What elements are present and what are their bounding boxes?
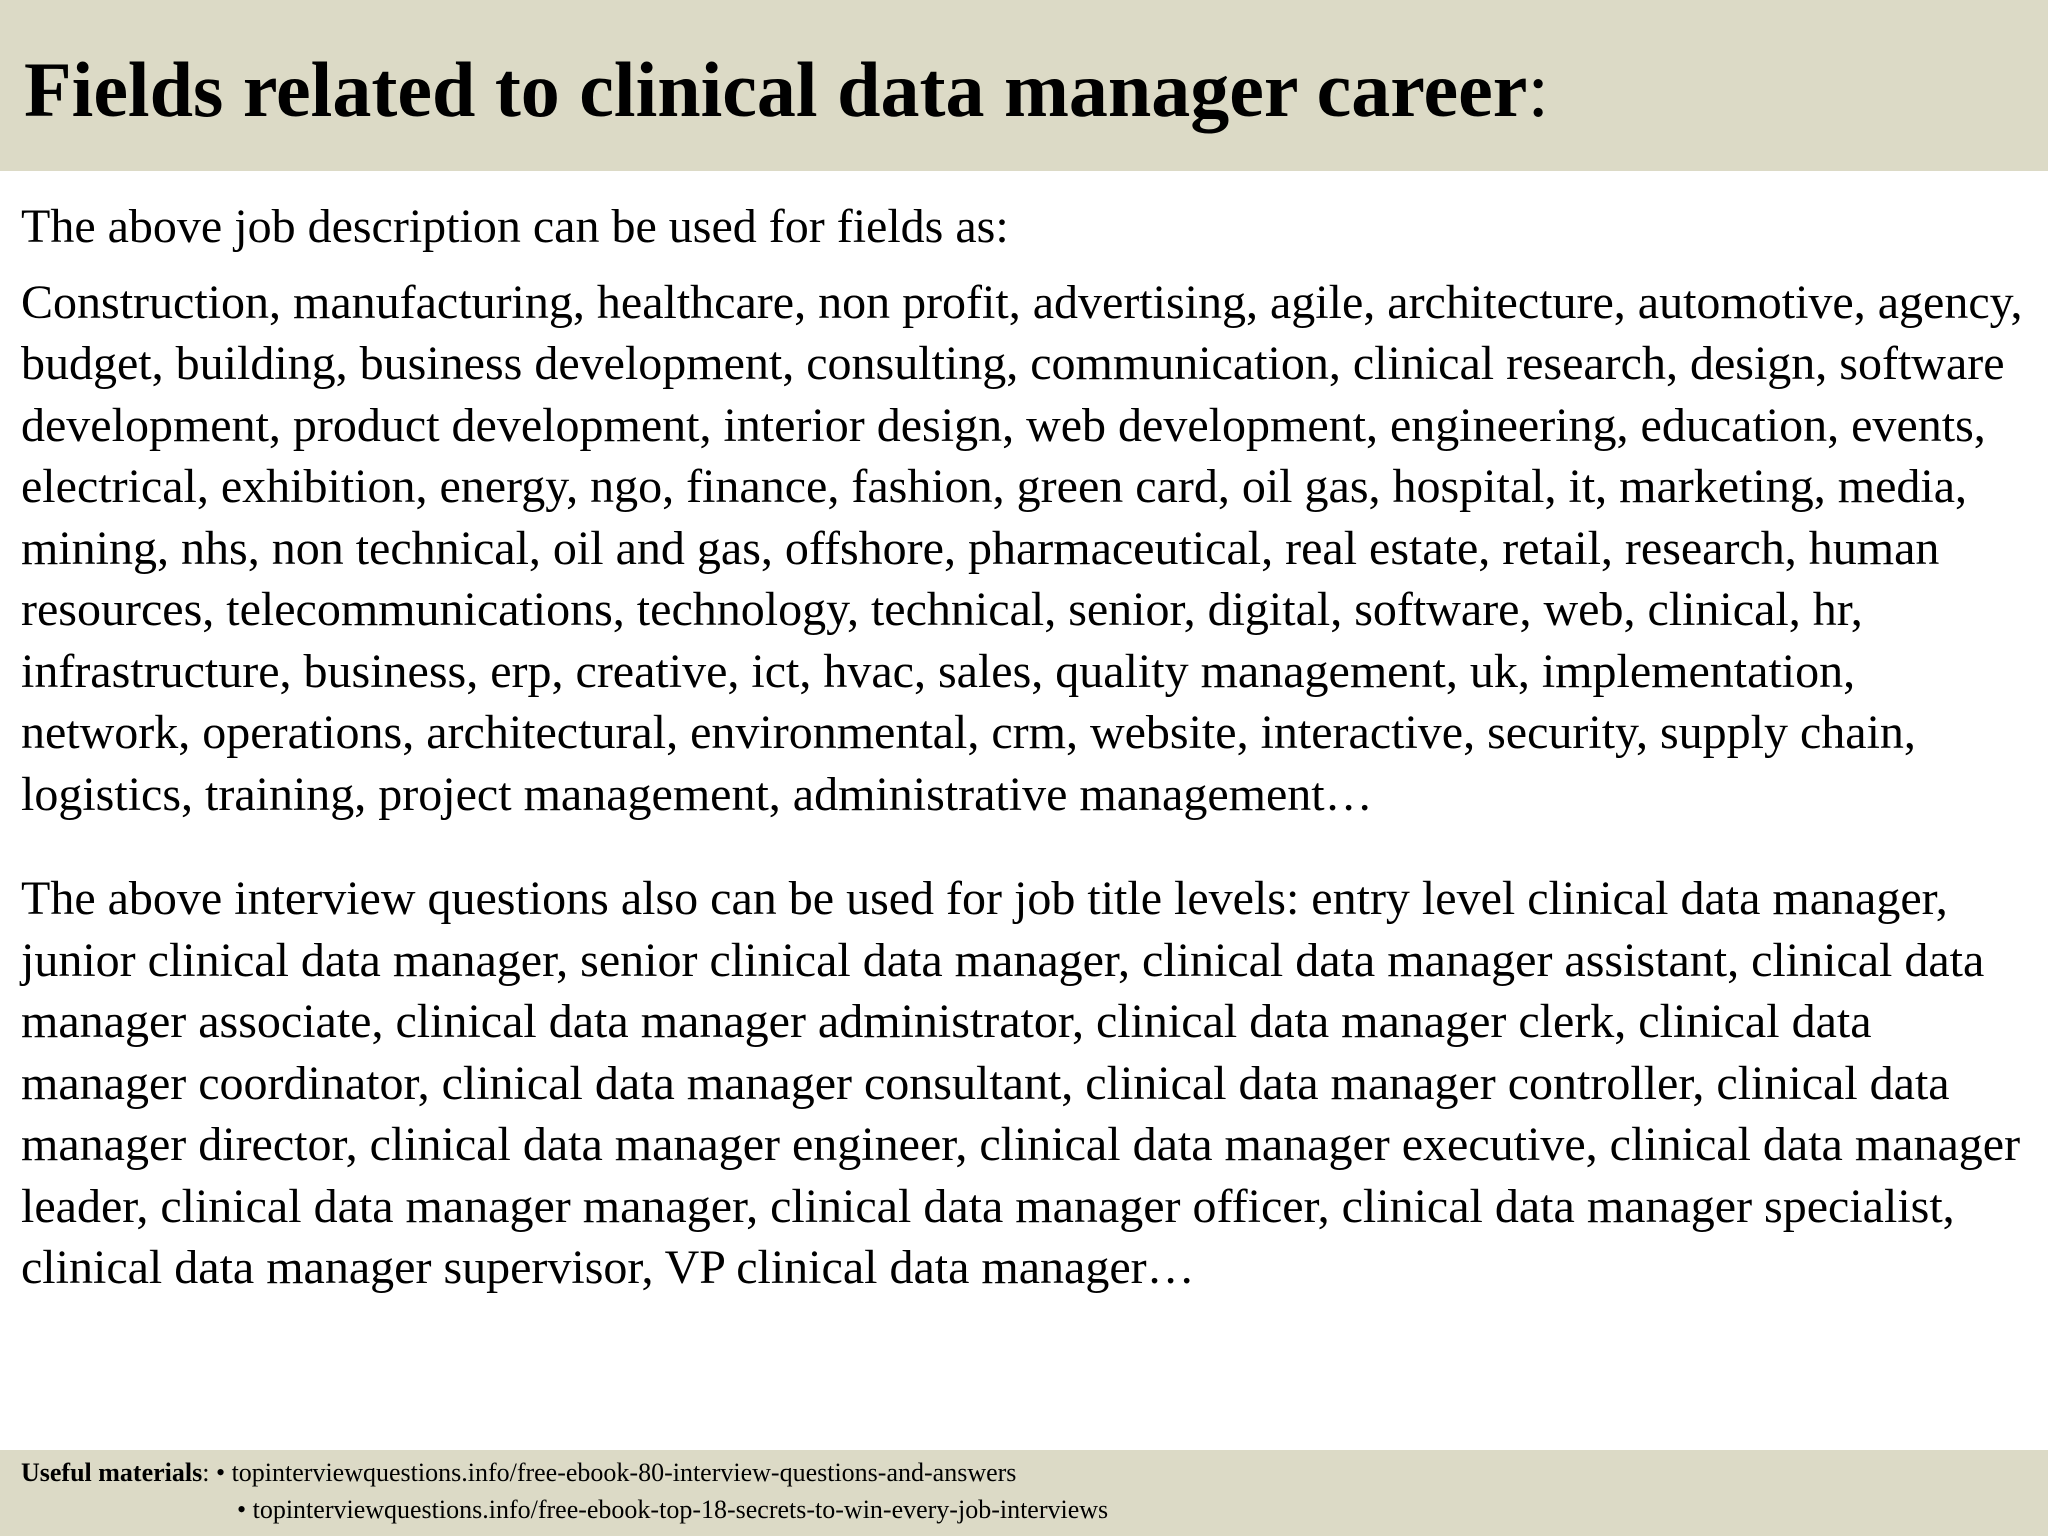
footer-row-2 [237,1491,1108,1528]
title-bar [0,0,2048,171]
slide-title-colon: : [1527,46,1549,133]
job-titles-text: The above interview questions also can be used for job title levels: entry level clinical data manager, junior clinical data manager, senior clinical data manager, clinical data manager assistant, clinical data manager associate, clinical data manager administrator, clinical data manager clerk, clinical data manager coordinator, clinical data manager consultant, clinical data manager controller, clinical data manager director, clinical data manager engineer, clinical data manager executive, clinical data manager leader, clinical data manager manager, clinical data manager officer, clinical data manager specialist, clinical data manager supervisor, VP clinical data manager… [21,872,2021,1294]
slide-title [24,42,1549,138]
useful-material-link-2[interactable]: • topinterviewquestions.info/free-ebook-top-18-secrets-to-win-every-job-interviews [237,1495,1109,1524]
useful-materials-label: Useful materials [21,1458,203,1487]
slide-title-text: Fields related to clinical data manager career [24,46,1528,133]
useful-materials-separator: : [202,1458,216,1487]
slide-body [21,196,2031,1299]
intro-text: The above job description can be used for fields as: [21,200,1009,253]
footer-row-1 [21,1454,1016,1491]
useful-materials-footer [0,1450,2048,1536]
useful-material-link-1[interactable]: • topinterviewquestions.info/free-ebook-80-interview-questions-and-answers [215,1458,1017,1487]
fields-list-text: Construction, manufacturing, healthcare, non profit, advertising, agile, architecture, automotive, agency, budget, building, business development, consulting, communication, clinical research, design, software development, product development, interior design, web development, engineering, education, events, electrical, exhibition, energy, ngo, finance, fashion, green card, oil gas, hospital, it, marketing, media, mining, nhs, non technical, oil and gas, offshore, pharmaceutical, real estate, retail, research, human resources, telecommunications, technology, technical, senior, digital, software, web, clinical, hr, infrastructure, business, erp, creative, ict, hvac, sales, quality management, uk, implementation, network, operations, architectural, environmental, crm, website, interactive, security, supply chain, logistics, training, project management, administrative management… [21,275,2023,821]
